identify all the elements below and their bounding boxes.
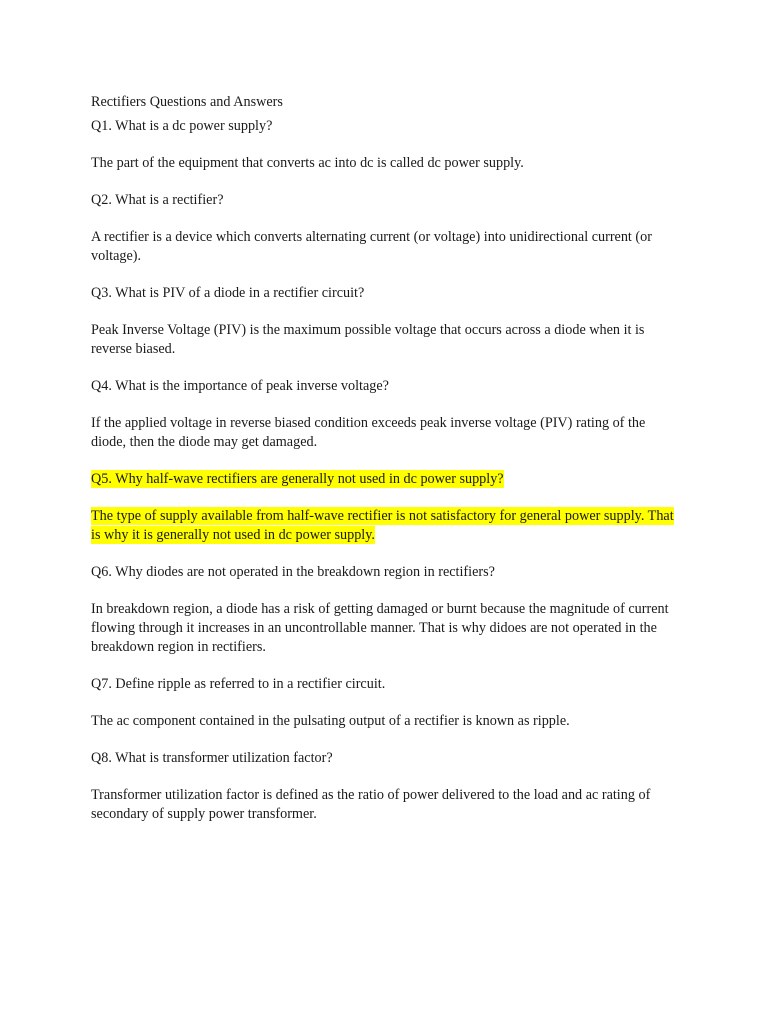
- question-text: Q2. What is a rectifier?: [91, 192, 224, 208]
- answer-4: [91, 414, 681, 452]
- question-text: Q1. What is a dc power supply?: [91, 118, 273, 134]
- question-text: Q8. What is transformer utilization factor?: [91, 750, 333, 766]
- answer-1: [91, 154, 681, 173]
- question-1: [91, 117, 681, 136]
- answer-text: If the applied voltage in reverse biased condition exceeds peak inverse voltage (PIV) rating of the diode, then the diode may get damaged.: [91, 415, 646, 450]
- answer-5-highlighted: [91, 507, 681, 545]
- answer-text: A rectifier is a device which converts alternating current (or voltage) into unidirectional current (or voltage).: [91, 229, 652, 264]
- question-2: [91, 191, 681, 210]
- highlighted-answer-text: The type of supply available from half-wave rectifier is not satisfactory for general power supply. That is why it is generally not used in dc power supply.: [91, 508, 674, 543]
- answer-6: [91, 600, 681, 657]
- document-body: [91, 93, 681, 842]
- question-text: Q3. What is PIV of a diode in a rectifier circuit?: [91, 285, 365, 301]
- answer-text: The ac component contained in the pulsating output of a rectifier is known as ripple.: [91, 713, 570, 729]
- answer-text: The part of the equipment that converts ac into dc is called dc power supply.: [91, 155, 524, 171]
- document-title: Rectifiers Questions and Answers: [91, 94, 283, 110]
- answer-text: Transformer utilization factor is defined as the ratio of power delivered to the load and ac rating of secondary of supply power transformer.: [91, 787, 651, 822]
- answer-7: [91, 712, 681, 731]
- answer-8: [91, 786, 681, 824]
- question-text: Q4. What is the importance of peak inverse voltage?: [91, 378, 389, 394]
- question-7: [91, 675, 681, 694]
- question-3: [91, 284, 681, 303]
- answer-2: [91, 228, 681, 266]
- question-6: [91, 563, 681, 582]
- question-text: Q7. Define ripple as referred to in a rectifier circuit.: [91, 676, 386, 692]
- answer-text: In breakdown region, a diode has a risk of getting damaged or burnt because the magnitude of current flowing through it increases in an uncontrollable manner. That is why didoes are not operated in the breakdown region in rectifiers.: [91, 601, 669, 655]
- answer-text: Peak Inverse Voltage (PIV) is the maximum possible voltage that occurs across a diode when it is reverse biased.: [91, 322, 645, 357]
- question-4: [91, 377, 681, 396]
- question-5-highlighted: [91, 470, 681, 489]
- question-text: Q6. Why diodes are not operated in the breakdown region in rectifiers?: [91, 564, 495, 580]
- answer-3: [91, 321, 681, 359]
- highlighted-question-text: Q5. Why half-wave rectifiers are generally not used in dc power supply?: [91, 471, 504, 487]
- question-8: [91, 749, 681, 768]
